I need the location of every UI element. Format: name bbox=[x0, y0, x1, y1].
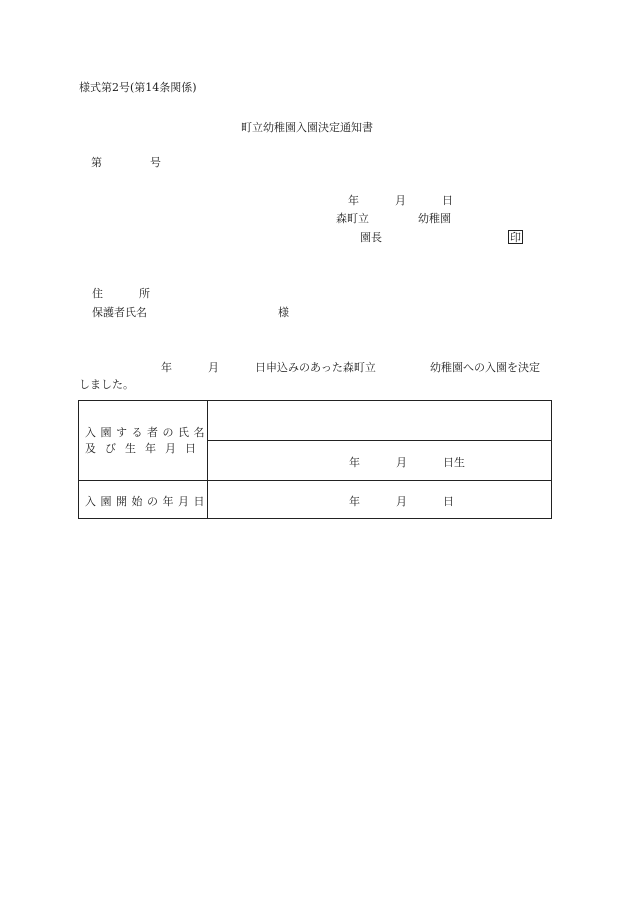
address-label-2: 所 bbox=[139, 287, 150, 300]
seal-stamp bbox=[508, 230, 523, 244]
row1-label-line2: 及び生年月日 bbox=[85, 442, 205, 455]
seal-label: 印 bbox=[510, 231, 521, 244]
ref-go: 号 bbox=[150, 156, 161, 169]
document-title: 町立幼稚園入園決定通知書 bbox=[241, 121, 373, 134]
row2-label: 入園開始の年月日 bbox=[85, 495, 209, 508]
form-number: 様式第2号(第14条関係) bbox=[79, 81, 197, 94]
start-year: 年 bbox=[349, 495, 360, 508]
body-line2: しました。 bbox=[79, 378, 134, 391]
body-decision: 幼稚園への入園を決定 bbox=[430, 361, 540, 374]
ref-dai: 第 bbox=[91, 156, 102, 169]
date-year: 年 bbox=[348, 194, 359, 207]
start-month: 月 bbox=[396, 495, 407, 508]
body-year: 年 bbox=[161, 361, 172, 374]
start-day: 日 bbox=[443, 495, 454, 508]
birth-year: 年 bbox=[349, 456, 360, 469]
body-month: 月 bbox=[208, 361, 219, 374]
issuer-town: 森町立 bbox=[336, 212, 369, 225]
body-text: 日申込みのあった森町立 bbox=[255, 361, 376, 374]
row1-label-line1: 入園する者の氏名 bbox=[85, 426, 209, 439]
honorific: 様 bbox=[278, 306, 289, 319]
table-inner-divider bbox=[207, 440, 551, 441]
address-label-1: 住 bbox=[92, 287, 103, 300]
issuer-principal: 園長 bbox=[360, 231, 382, 244]
enrollment-table bbox=[78, 400, 552, 519]
guardian-name-label: 保護者氏名 bbox=[92, 306, 147, 319]
birth-day: 日生 bbox=[443, 456, 465, 469]
table-row-divider bbox=[79, 480, 551, 481]
date-day: 日 bbox=[442, 194, 453, 207]
date-month: 月 bbox=[395, 194, 406, 207]
issuer-kindergarten: 幼稚園 bbox=[418, 212, 451, 225]
birth-month: 月 bbox=[396, 456, 407, 469]
